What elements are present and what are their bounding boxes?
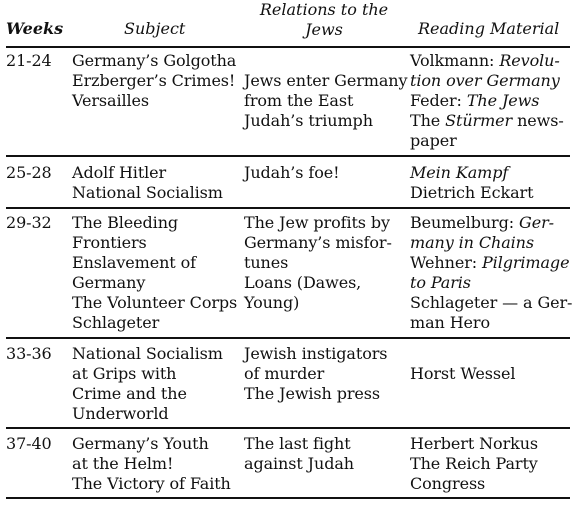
header-relations-line2: Jews <box>305 20 343 39</box>
reading-line: Beumelburg: Ger- <box>410 213 554 232</box>
subject-line: Frontiers <box>72 233 147 252</box>
relations-line: Judah’s triumph <box>244 111 373 130</box>
relations-line: Jewish instigators <box>244 344 388 363</box>
weeks-cell: 33-36 <box>6 344 52 363</box>
relations-cell <box>244 344 404 404</box>
subject-line: Crime and the <box>72 384 187 403</box>
reading-line: The Reich Party <box>410 454 538 473</box>
reading-line: man Hero <box>410 313 491 332</box>
reading-line: Horst Wessel <box>410 364 516 383</box>
reading-cell <box>410 213 576 333</box>
row-rule <box>6 337 570 339</box>
relations-line <box>244 51 404 71</box>
subject-line: Enslavement of <box>72 253 196 272</box>
relations-cell <box>244 213 404 313</box>
reading-line: to Paris <box>410 273 471 292</box>
reading-cell <box>410 434 576 494</box>
relations-line: Young) <box>244 293 300 312</box>
subject-cell <box>72 213 240 333</box>
reading-cell <box>410 163 576 203</box>
relations-line: Jews enter Germany <box>244 71 408 90</box>
reading-line: Volkmann: Revolu- <box>410 51 560 70</box>
subject-line: at Grips with <box>72 364 177 383</box>
reading-line: Mein Kampf <box>410 163 509 182</box>
reading-line: Dietrich Eckart <box>410 183 534 202</box>
row-rule <box>6 207 570 209</box>
subject-cell <box>72 344 240 424</box>
relations-line: The Jewish press <box>244 384 381 403</box>
reading-line: many in Chains <box>410 233 534 252</box>
subject-line: The Volunteer Corps <box>72 293 238 312</box>
subject-line: National Socialism <box>72 344 223 363</box>
relations-line: tunes <box>244 253 289 272</box>
relations-cell <box>244 163 404 183</box>
relations-line: Loans (Dawes, <box>244 273 362 292</box>
relations-cell <box>244 434 404 474</box>
relations-line: The last fight <box>244 434 351 453</box>
subject-line: Underworld <box>72 404 169 423</box>
reading-cell <box>410 51 576 151</box>
weeks-cell: 21-24 <box>6 51 52 70</box>
reading-line: Schlageter — a Ger- <box>410 293 573 312</box>
weeks-cell: 29-32 <box>6 213 52 232</box>
relations-line: from the East <box>244 91 354 110</box>
subject-line: Schlageter <box>72 313 160 332</box>
relations-line: Judah’s foe! <box>244 163 340 182</box>
bottom-rule <box>6 497 570 499</box>
header-subject: Subject <box>124 19 186 38</box>
reading-line: paper <box>410 131 457 150</box>
reading-cell <box>410 344 576 384</box>
reading-line: tion over Germany <box>410 71 560 90</box>
subject-line: at the Helm! <box>72 454 174 473</box>
row-rule <box>6 427 570 429</box>
subject-line: National Socialism <box>72 183 223 202</box>
row-rule <box>6 155 570 157</box>
reading-line: Congress <box>410 474 486 493</box>
reading-line: Herbert Norkus <box>410 434 539 453</box>
subject-line: Versailles <box>72 91 149 110</box>
reading-line: Feder: The Jews <box>410 91 540 110</box>
reading-line: Wehner: Pilgrimage <box>410 253 570 272</box>
subject-line: The Victory of Faith <box>72 474 231 493</box>
header-relations <box>258 0 390 40</box>
subject-cell <box>72 434 240 494</box>
header-relations-line1: Relations to the <box>259 0 389 19</box>
relations-line: The Jew profits by <box>244 213 390 232</box>
relations-line: of murder <box>244 364 325 383</box>
subject-line: Germany <box>72 273 146 292</box>
header-weeks: Weeks <box>6 19 64 38</box>
subject-line: Adolf Hitler <box>72 163 167 182</box>
relations-line: against Judah <box>244 454 354 473</box>
relations-line: Germany’s misfor- <box>244 233 392 252</box>
subject-cell <box>72 163 240 203</box>
subject-line: Germany’s Golgotha <box>72 51 237 70</box>
subject-line: Erzberger’s Crimes! <box>72 71 236 90</box>
subject-cell <box>72 51 240 111</box>
subject-line: The Bleeding <box>72 213 179 232</box>
header-rule <box>6 46 570 48</box>
subject-line: Germany’s Youth <box>72 434 209 453</box>
reading-line <box>410 344 576 364</box>
reading-line: The Stürmer news- <box>410 111 564 130</box>
header-reading: Reading Material <box>418 19 560 38</box>
weeks-cell: 25-28 <box>6 163 52 182</box>
relations-cell <box>244 51 408 131</box>
weeks-cell: 37-40 <box>6 434 52 453</box>
